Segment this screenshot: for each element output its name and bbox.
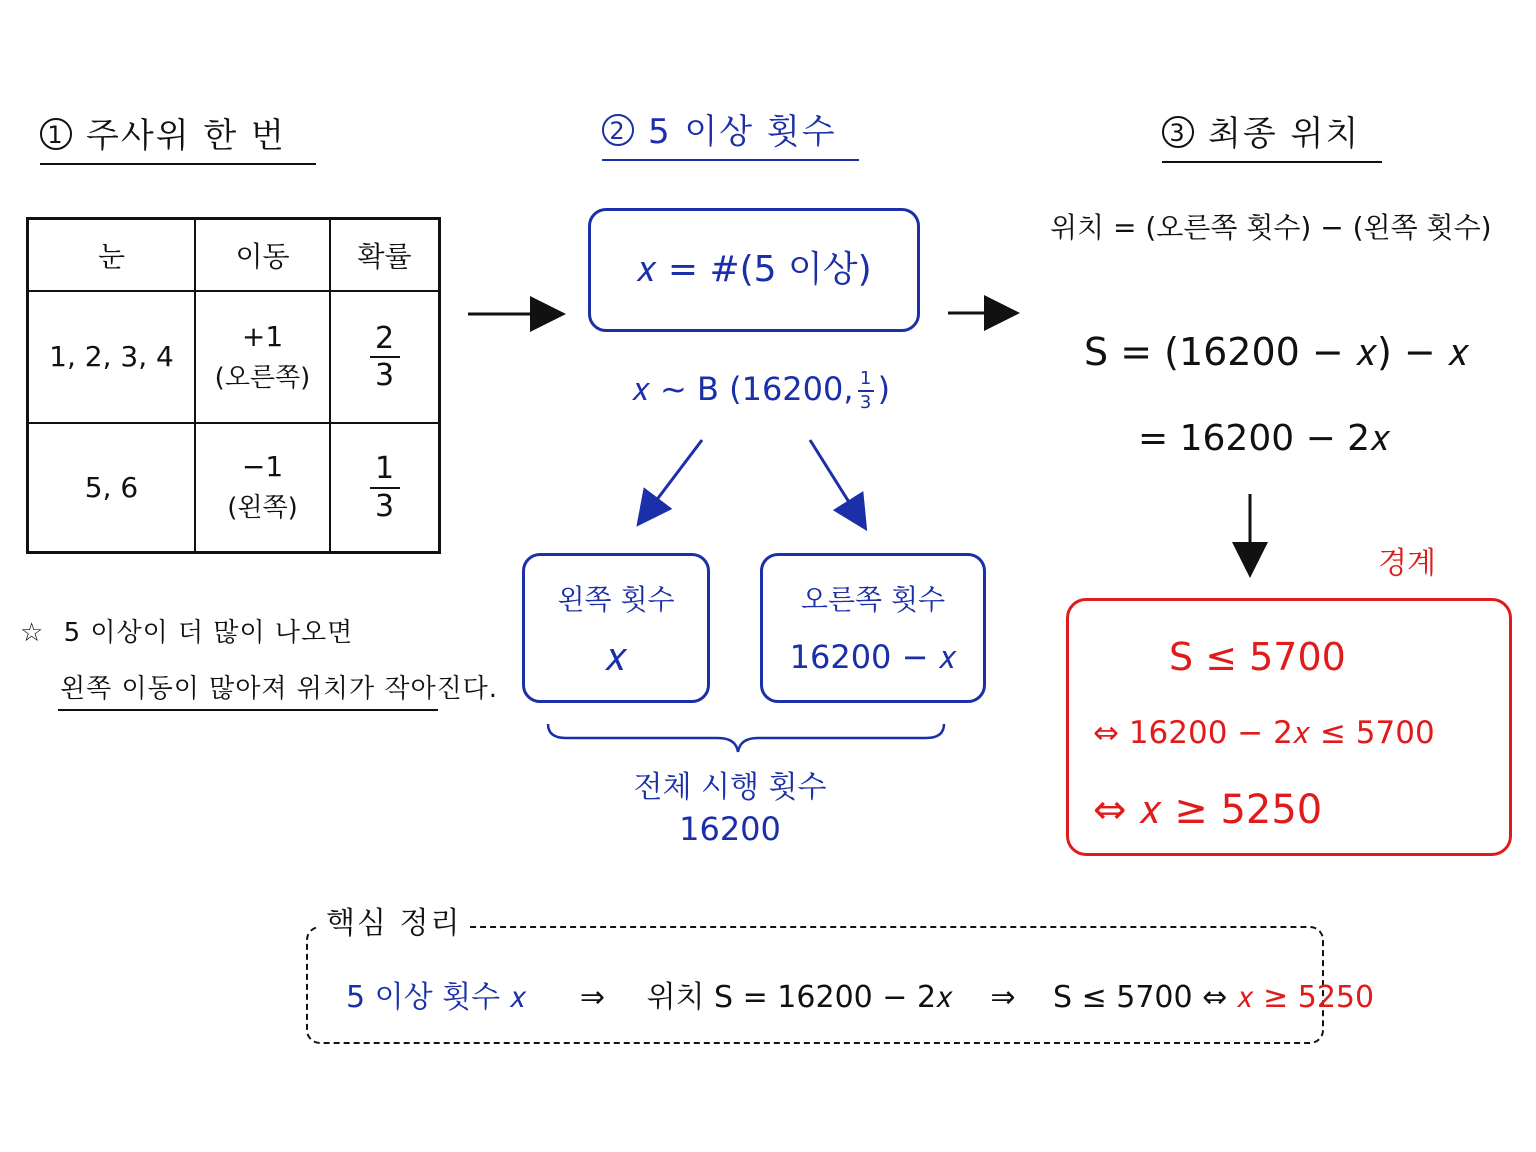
boundary-line-2: ⇔ 16200 − 2𝑥 ≤ 5700 [1093,715,1435,751]
summary-part-4: 𝑥 ≥ 5250 [1236,980,1375,1015]
header-move: 이동 [195,219,330,291]
summary-arrow-1: ⇒ [579,980,606,1015]
distribution-formula [632,370,890,412]
summary-box [306,926,1375,1044]
definition-box [588,208,920,332]
row1-probability [330,291,440,423]
table-row [28,291,440,423]
total-trials-value: 16200 [679,810,781,848]
row1-numerator: 2 [374,320,395,356]
row1-direction: (오른쪽) [214,362,311,393]
summary-part-1: 5 이상 횟수 𝑥 [346,980,527,1015]
arrow-to-right-count [810,440,864,526]
row2-move: −1 [241,450,284,484]
boundary-line-3: ⇔ 𝑥 ≥ 5250 [1093,787,1323,833]
section-title-2 [602,104,859,161]
table-header-row [28,219,440,291]
row2-denominator: 3 [374,488,395,524]
distribution-suffix: ) [877,370,891,408]
section-title-1 [40,108,316,165]
distribution-denominator: 3 [859,392,872,413]
left-count-box [522,553,710,703]
right-count-value: 16200 − 𝑥 [789,638,957,676]
row2-direction: (왼쪽) [227,493,298,524]
total-brace [548,724,944,752]
row1-move: +1 [241,319,284,353]
note-text-1: 5 이상이 더 많이 나오면 [63,618,354,648]
arrow-to-left-count [640,440,702,522]
summary-label: 핵심 정리 [318,898,469,942]
total-trials-label: 전체 시행 횟수 [633,770,827,805]
row2-probability [330,423,440,553]
star-icon: ☆ [20,618,45,648]
position-equation-1: S = (16200 − 𝑥) − 𝑥 [1084,330,1469,374]
distribution-prefix: 𝑥 ~ B (16200, [632,370,854,408]
section-label-2: 5 이상 횟수 [648,112,837,152]
header-face: 눈 [28,219,196,291]
section-label-1: 주사위 한 번 [86,116,286,156]
boundary-box [1066,598,1512,856]
section-label-3: 최종 위치 [1208,114,1361,154]
section-number-2: 2 [602,114,634,146]
row2-face: 5, 6 [28,423,196,553]
row2-move-cell [195,423,330,553]
section-title-3 [1162,106,1382,163]
position-equation-2: = 16200 − 2𝑥 [1138,418,1391,459]
row1-move-cell [195,291,330,423]
note-text-2: 왼쪽 이동이 많아져 위치가 작아진다. [60,674,499,704]
row1-face: 1, 2, 3, 4 [28,291,196,423]
right-count-label: 오른쪽 횟수 [800,583,946,616]
summary-content [346,972,1374,1016]
summary-arrow-2: ⇒ [990,980,1016,1015]
left-count-label: 왼쪽 횟수 [557,583,675,616]
boundary-label: 경계 [1378,546,1436,581]
summary-part-2: 위치 S = 16200 − 2𝑥 [646,980,953,1015]
summary-part-3: S ≤ 5700 ⇔ [1053,980,1228,1015]
row2-numerator: 1 [374,451,395,487]
header-probability: 확률 [330,219,440,291]
definition-text: 𝑥 = #(5 이상) [636,249,872,290]
table-row [28,423,440,553]
note-line-1 [20,612,353,649]
section-number-3: 3 [1162,116,1194,148]
row2-fraction [370,453,400,522]
row1-denominator: 3 [374,358,395,393]
distribution-fraction [858,370,874,412]
section-number-1: 1 [40,118,72,150]
boundary-line-1: S ≤ 5700 [1169,635,1346,679]
distribution-numerator: 1 [859,368,872,389]
left-count-value: 𝑥 [604,634,628,680]
right-count-box [760,553,986,703]
dice-table [26,217,441,554]
row1-fraction [370,320,400,393]
position-definition: 위치 = (오른쪽 횟수) − (왼쪽 횟수) [1050,211,1492,244]
